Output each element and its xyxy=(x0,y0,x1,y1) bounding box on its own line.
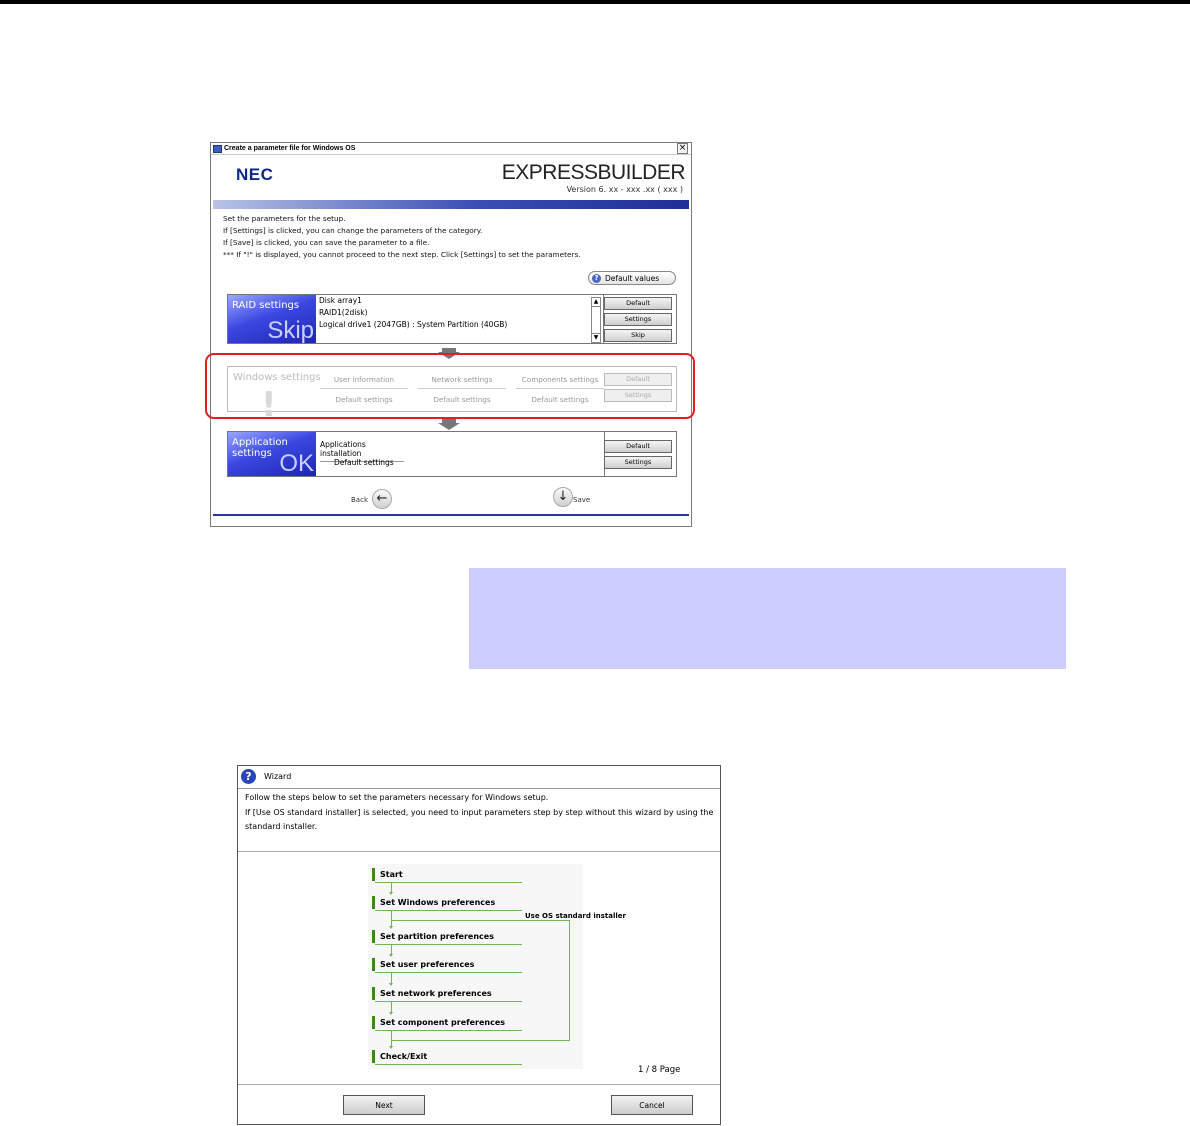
raid-button-column xyxy=(604,297,672,345)
step-label: Set user preferences xyxy=(380,960,475,969)
nec-logo: NEC xyxy=(236,165,274,184)
flow-arrow-icon xyxy=(389,954,393,957)
windows-settings-button[interactable]: Settings xyxy=(604,389,672,402)
step-label: Check/Exit xyxy=(380,1052,428,1061)
window-title-bar xyxy=(211,143,691,155)
scroll-up-icon[interactable]: ▲ xyxy=(593,298,599,305)
column-value: Default settings xyxy=(531,395,589,404)
close-icon[interactable]: × xyxy=(678,143,687,153)
application-settings-panel xyxy=(227,431,677,477)
components-settings-column xyxy=(516,375,604,404)
application-status: OK xyxy=(279,450,314,477)
step-label: Start xyxy=(380,870,403,879)
default-values-label: Default values xyxy=(605,274,660,283)
back-arrow-icon[interactable]: ← xyxy=(372,489,392,509)
step-underline xyxy=(375,910,522,911)
raid-settings-panel xyxy=(227,294,677,344)
wizard-title: Wizard xyxy=(264,772,292,781)
applications-installation-value: Default settings xyxy=(334,458,394,467)
bypass-connector xyxy=(391,920,569,921)
flow-connector xyxy=(391,911,392,927)
wizard-instruction-line: standard installer. xyxy=(245,822,317,831)
page-top-rule xyxy=(0,0,1190,4)
footer-band xyxy=(213,514,689,516)
list-item: Logical drive1 (2047GB) : System Partition (40GB) xyxy=(319,320,508,329)
raid-settings-button[interactable]: Settings xyxy=(604,313,672,326)
warning-icon: ! xyxy=(261,385,277,425)
column-value: Default settings xyxy=(335,395,393,404)
step-underline xyxy=(375,882,522,883)
step-label: Set network preferences xyxy=(380,989,492,998)
raid-category-name: RAID settings xyxy=(232,300,300,311)
user-information-column xyxy=(320,375,408,404)
window-title: Create a parameter file for Windows OS xyxy=(224,145,356,152)
step-label: Set partition preferences xyxy=(380,932,494,941)
instruction-line: *** If "!" is displayed, you cannot proceed to the next step. Click [Settings] to set the parameters. xyxy=(223,250,581,259)
flow-arrow-icon xyxy=(438,423,460,430)
raid-default-button[interactable]: Default xyxy=(604,297,672,310)
step-underline xyxy=(375,1064,522,1065)
step-underline xyxy=(375,1030,522,1031)
column-header: Components settings xyxy=(516,375,604,389)
wizard-instruction-line: Follow the steps below to set the parameters necessary for Windows setup. xyxy=(245,793,549,802)
application-category-name: Application settings xyxy=(232,437,288,459)
product-version: Version 6. xx - xxx .xx ( xxx ) xyxy=(566,185,683,194)
instruction-line: If [Save] is clicked, you can save the parameter to a file. xyxy=(223,238,430,247)
step-marker xyxy=(372,1016,375,1029)
parameter-file-window xyxy=(210,142,692,527)
cancel-button[interactable]: Cancel xyxy=(611,1095,693,1115)
step-marker xyxy=(372,1050,375,1063)
flow-arrow-icon xyxy=(389,1012,393,1015)
raid-summary-list[interactable] xyxy=(318,295,604,343)
windows-default-button[interactable]: Default xyxy=(604,373,672,386)
help-icon: ? xyxy=(241,769,256,784)
divider xyxy=(238,851,720,852)
list-item: RAID1(2disk) xyxy=(319,308,368,317)
step-label: Set component preferences xyxy=(380,1018,506,1027)
application-button-column xyxy=(604,440,672,472)
windows-category-name: Windows settings xyxy=(233,372,321,383)
raid-status: Skip xyxy=(267,317,314,344)
header-band xyxy=(213,200,689,209)
wizard-title-bar xyxy=(238,766,720,789)
step-marker xyxy=(372,930,375,943)
next-button[interactable]: Next xyxy=(343,1095,425,1115)
raid-scrollbar[interactable] xyxy=(591,297,601,343)
step-marker xyxy=(372,987,375,1000)
divider xyxy=(238,1084,720,1085)
step-underline xyxy=(375,944,522,945)
wizard-window xyxy=(237,765,721,1125)
list-item: Disk array1 xyxy=(319,296,362,305)
scroll-down-icon[interactable]: ▼ xyxy=(593,334,599,341)
flow-arrow-icon xyxy=(389,892,393,895)
product-title: EXPRESSBUILDER xyxy=(501,161,685,184)
save-label: Save xyxy=(573,496,591,504)
note-box xyxy=(469,568,1066,669)
column-header: Network settings xyxy=(418,375,506,389)
instruction-line: If [Settings] is clicked, you can change the parameters of the category. xyxy=(223,226,483,235)
raid-category-box xyxy=(228,295,316,343)
default-values-button[interactable] xyxy=(588,271,676,285)
network-settings-column xyxy=(418,375,506,404)
help-icon: ? xyxy=(592,274,601,283)
step-marker xyxy=(372,958,375,971)
page-indicator: 1 / 8 Page xyxy=(638,1065,681,1075)
raid-skip-button[interactable]: Skip xyxy=(604,329,672,342)
windows-settings-panel xyxy=(227,366,677,425)
application-category-box xyxy=(228,432,316,476)
step-marker xyxy=(372,896,375,909)
step-underline xyxy=(375,1001,522,1002)
column-value: Default settings xyxy=(433,395,491,404)
flow-arrow-icon xyxy=(389,1046,393,1049)
os-installer-branch-label: Use OS standard installer xyxy=(525,912,626,920)
flow-connector xyxy=(391,1031,392,1047)
bypass-connector xyxy=(569,920,570,1041)
flow-arrow-icon xyxy=(389,926,393,929)
save-icon[interactable]: ↓ xyxy=(553,487,573,507)
instruction-line: Set the parameters for the setup. xyxy=(223,214,346,223)
step-underline xyxy=(375,972,522,973)
wizard-instruction-line: If [Use OS standard installer] is selected, you need to input parameters step by step without this wizard by using the xyxy=(245,808,714,817)
back-label: Back xyxy=(351,496,368,504)
application-default-button[interactable]: Default xyxy=(604,440,672,453)
windows-button-column xyxy=(604,373,672,405)
step-marker xyxy=(372,868,375,881)
bypass-connector xyxy=(391,1040,569,1041)
flow-arrow-icon xyxy=(389,983,393,986)
app-icon xyxy=(213,145,222,153)
application-settings-button[interactable]: Settings xyxy=(604,456,672,469)
step-label: Set Windows preferences xyxy=(380,898,496,907)
applications-installation-header: Applications installation xyxy=(320,440,404,462)
column-header: User information xyxy=(320,375,408,389)
